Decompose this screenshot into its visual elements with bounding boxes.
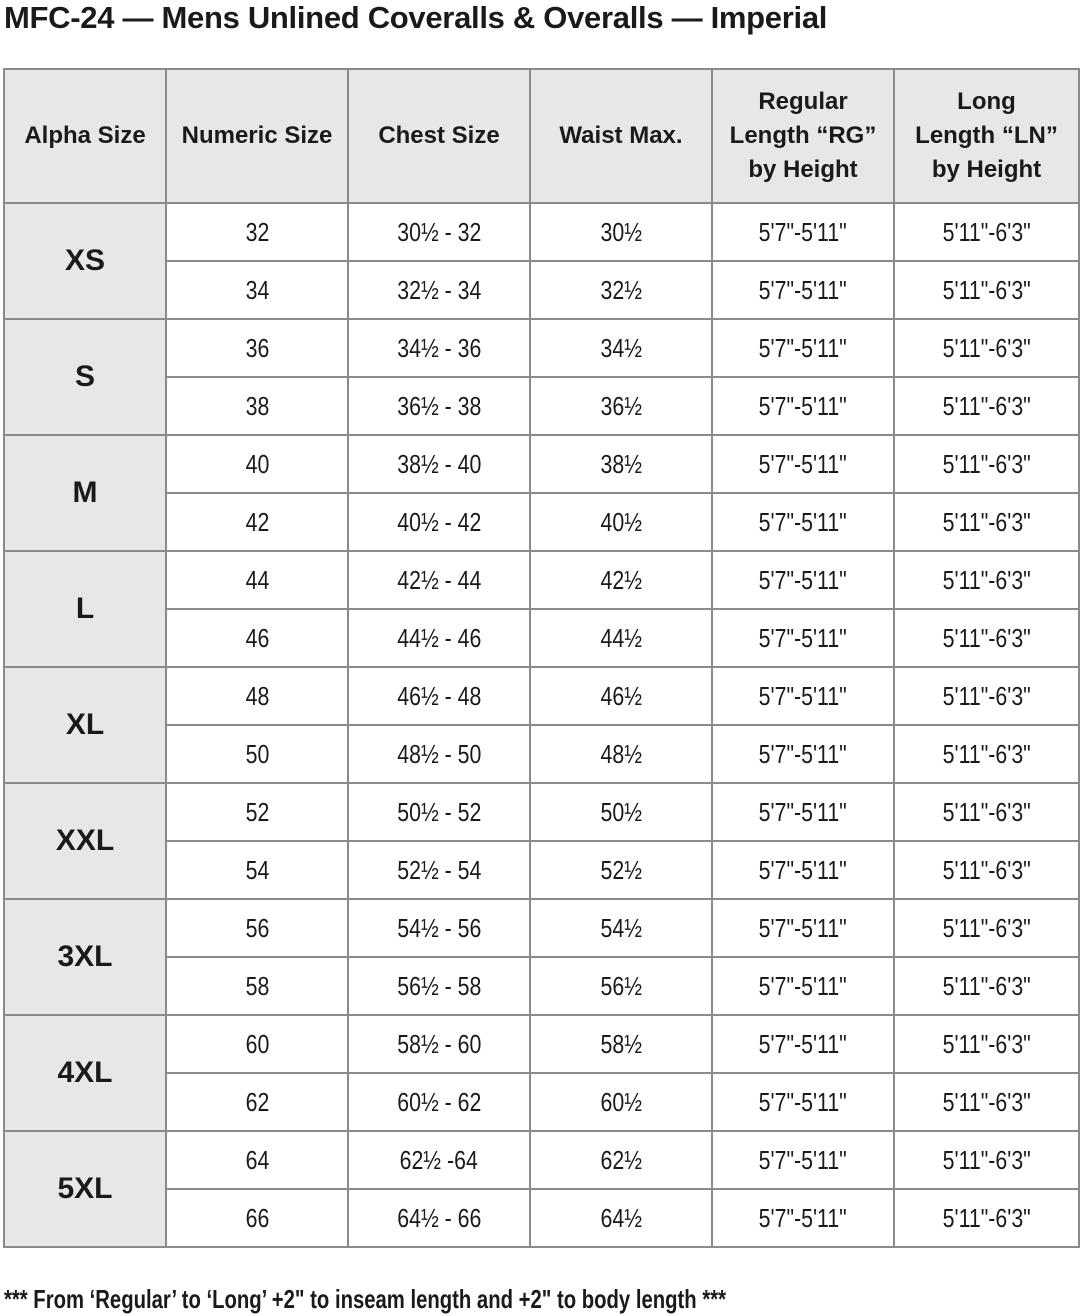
waist-max-cell-text: 60½: [600, 1086, 642, 1117]
regular-length-cell: [712, 783, 894, 841]
waist-max-cell: [530, 493, 712, 551]
regular-length-cell-text: 5'7"-5'11": [758, 1144, 848, 1175]
waist-max-cell-text: 48½: [600, 738, 642, 769]
waist-max-cell: [530, 899, 712, 957]
size-table-body: [4, 203, 1079, 1247]
waist-max-cell-text: 30½: [600, 216, 642, 247]
chest-size-cell: [348, 667, 530, 725]
table-row: [4, 551, 1079, 609]
waist-max-cell-text: 40½: [600, 506, 642, 537]
numeric-size-cell: [166, 319, 348, 377]
chest-size-cell: [348, 1131, 530, 1189]
table-row: [4, 435, 1079, 493]
table-row: [4, 899, 1079, 957]
waist-max-cell-text: 46½: [600, 680, 642, 711]
long-length-cell: [894, 377, 1079, 435]
chest-size-cell-text: 46½ - 48: [396, 680, 482, 711]
alpha-size-cell: 5XL: [4, 1131, 166, 1247]
header-regular-line-1: Regular: [758, 88, 848, 115]
regular-length-cell-text: 5'7"-5'11": [758, 332, 848, 363]
regular-length-cell: [712, 1189, 894, 1247]
chest-size-cell: [348, 493, 530, 551]
regular-length-cell: [712, 725, 894, 783]
chest-size-cell-text: 52½ - 54: [396, 854, 482, 885]
long-length-cell: [894, 493, 1079, 551]
long-length-cell-text: 5'11"-6'3": [942, 1028, 1031, 1059]
long-length-cell-text: 5'11"-6'3": [942, 274, 1031, 305]
waist-max-cell: [530, 957, 712, 1015]
numeric-size-cell: [166, 725, 348, 783]
table-row: [4, 203, 1079, 261]
long-length-cell: [894, 667, 1079, 725]
size-chart-table: [3, 68, 1080, 1248]
regular-length-cell-text: 5'7"-5'11": [758, 448, 848, 479]
chest-size-cell-text: 56½ - 58: [396, 970, 482, 1001]
long-length-cell: [894, 203, 1079, 261]
chest-size-cell: [348, 261, 530, 319]
header-waist-max: Waist Max.: [530, 69, 712, 203]
alpha-size-cell: L: [4, 551, 166, 667]
numeric-size-cell: [166, 435, 348, 493]
chest-size-cell: [348, 841, 530, 899]
waist-max-cell-text: 62½: [600, 1144, 642, 1175]
chest-size-cell-text: 60½ - 62: [396, 1086, 482, 1117]
long-length-cell-text: 5'11"-6'3": [942, 970, 1031, 1001]
chest-size-cell: [348, 725, 530, 783]
table-row: [4, 319, 1079, 377]
numeric-size-cell-text: 42: [245, 506, 269, 537]
chest-size-cell-text: 64½ - 66: [396, 1202, 482, 1233]
numeric-size-cell: [166, 957, 348, 1015]
chest-size-cell: [348, 957, 530, 1015]
header-long-line-3: by Height: [931, 156, 1042, 183]
regular-length-cell-text: 5'7"-5'11": [758, 506, 848, 537]
alpha-size-cell: M: [4, 435, 166, 551]
long-length-cell: [894, 783, 1079, 841]
waist-max-cell: [530, 551, 712, 609]
numeric-size-cell-text: 40: [245, 448, 269, 479]
regular-length-cell: [712, 377, 894, 435]
regular-length-cell-text: 5'7"-5'11": [758, 738, 848, 769]
numeric-size-cell: [166, 1131, 348, 1189]
waist-max-cell-text: 44½: [600, 622, 642, 653]
waist-max-cell-text: 58½: [600, 1028, 642, 1059]
alpha-size-cell: XXL: [4, 783, 166, 899]
waist-max-cell: [530, 725, 712, 783]
chest-size-cell: [348, 203, 530, 261]
chest-size-cell-text: 50½ - 52: [396, 796, 482, 827]
numeric-size-cell-text: 32: [245, 216, 269, 247]
regular-length-cell-text: 5'7"-5'11": [758, 274, 848, 305]
table-row: [4, 667, 1079, 725]
numeric-size-cell: [166, 899, 348, 957]
table-row: [4, 1015, 1079, 1073]
chest-size-cell: [348, 377, 530, 435]
chest-size-cell: [348, 319, 530, 377]
alpha-size-cell: XS: [4, 203, 166, 319]
table-row: [4, 1073, 1079, 1131]
chest-size-cell-text: 58½ - 60: [396, 1028, 482, 1059]
waist-max-cell-text: 42½: [600, 564, 642, 595]
table-row: [4, 841, 1079, 899]
numeric-size-cell-text: 50: [245, 738, 269, 769]
long-length-cell-text: 5'11"-6'3": [942, 796, 1031, 827]
page-title: MFC-24 — Mens Unlined Coveralls & Overalls — Imperial: [4, 0, 828, 35]
numeric-size-cell-text: 46: [245, 622, 269, 653]
alpha-size-cell: S: [4, 319, 166, 435]
waist-max-cell: [530, 609, 712, 667]
waist-max-cell: [530, 203, 712, 261]
numeric-size-cell-text: 36: [245, 332, 269, 363]
long-length-cell-text: 5'11"-6'3": [942, 216, 1031, 247]
regular-length-cell: [712, 435, 894, 493]
long-length-cell: [894, 725, 1079, 783]
numeric-size-cell: [166, 377, 348, 435]
long-length-cell-text: 5'11"-6'3": [942, 680, 1031, 711]
long-length-cell-text: 5'11"-6'3": [942, 1086, 1031, 1117]
long-length-cell-text: 5'11"-6'3": [942, 390, 1031, 421]
header-regular-line-3: by Height: [748, 156, 858, 183]
regular-length-cell: [712, 319, 894, 377]
numeric-size-cell: [166, 841, 348, 899]
waist-max-cell-text: 54½: [600, 912, 642, 943]
regular-length-cell-text: 5'7"-5'11": [758, 912, 848, 943]
numeric-size-cell-text: 34: [245, 274, 269, 305]
numeric-size-cell: [166, 203, 348, 261]
long-length-cell: [894, 1131, 1079, 1189]
waist-max-cell: [530, 435, 712, 493]
chest-size-cell-text: 30½ - 32: [396, 216, 482, 247]
chest-size-cell-text: 32½ - 34: [396, 274, 482, 305]
long-length-cell: [894, 841, 1079, 899]
regular-length-cell-text: 5'7"-5'11": [758, 854, 848, 885]
waist-max-cell: [530, 1131, 712, 1189]
header-numeric-size: Numeric Size: [166, 69, 348, 203]
waist-max-cell: [530, 261, 712, 319]
regular-length-cell-text: 5'7"-5'11": [758, 796, 848, 827]
waist-max-cell-text: 64½: [600, 1202, 642, 1233]
numeric-size-cell: [166, 1015, 348, 1073]
regular-length-cell: [712, 493, 894, 551]
regular-length-cell: [712, 899, 894, 957]
regular-length-cell-text: 5'7"-5'11": [758, 1202, 848, 1233]
header-chest-size: Chest Size: [348, 69, 530, 203]
chest-size-cell-text: 44½ - 46: [396, 622, 482, 653]
numeric-size-cell-text: 52: [245, 796, 269, 827]
header-row: [4, 69, 1079, 203]
regular-length-cell: [712, 1015, 894, 1073]
waist-max-cell: [530, 319, 712, 377]
waist-max-cell-text: 38½: [600, 448, 642, 479]
numeric-size-cell-text: 38: [245, 390, 269, 421]
numeric-size-cell-text: 56: [245, 912, 269, 943]
waist-max-cell: [530, 1073, 712, 1131]
chest-size-cell-text: 62½ -64: [399, 1144, 479, 1175]
long-length-cell: [894, 1015, 1079, 1073]
waist-max-cell-text: 36½: [600, 390, 642, 421]
long-length-cell: [894, 899, 1079, 957]
long-length-cell: [894, 1189, 1079, 1247]
long-length-cell-text: 5'11"-6'3": [942, 564, 1031, 595]
table-row: [4, 261, 1079, 319]
regular-length-cell: [712, 203, 894, 261]
long-length-cell-text: 5'11"-6'3": [942, 448, 1031, 479]
long-length-cell: [894, 609, 1079, 667]
regular-length-cell: [712, 667, 894, 725]
numeric-size-cell-text: 58: [245, 970, 269, 1001]
chest-size-cell-text: 38½ - 40: [396, 448, 482, 479]
numeric-size-cell: [166, 783, 348, 841]
long-length-cell-text: 5'11"-6'3": [942, 738, 1031, 769]
regular-length-cell-text: 5'7"-5'11": [758, 970, 848, 1001]
numeric-size-cell: [166, 609, 348, 667]
numeric-size-cell-text: 44: [245, 564, 269, 595]
table-row: [4, 609, 1079, 667]
numeric-size-cell: [166, 493, 348, 551]
waist-max-cell: [530, 377, 712, 435]
numeric-size-cell: [166, 261, 348, 319]
long-length-cell-text: 5'11"-6'3": [942, 1144, 1031, 1175]
chest-size-cell-text: 42½ - 44: [396, 564, 482, 595]
alpha-size-cell: 4XL: [4, 1015, 166, 1131]
header-long-line-2: Length “LN”: [915, 122, 1058, 149]
waist-max-cell: [530, 1189, 712, 1247]
header-alpha-size: Alpha Size: [4, 69, 166, 203]
chest-size-cell: [348, 435, 530, 493]
long-length-cell: [894, 1073, 1079, 1131]
regular-length-cell: [712, 841, 894, 899]
chest-size-cell: [348, 783, 530, 841]
numeric-size-cell: [166, 667, 348, 725]
regular-length-cell: [712, 957, 894, 1015]
footnote: *** From ‘Regular’ to ‘Long’ +2" to inseam length and +2" to body length ***: [4, 1284, 726, 1314]
chest-size-cell: [348, 1015, 530, 1073]
long-length-cell-text: 5'11"-6'3": [942, 1202, 1031, 1233]
numeric-size-cell-text: 66: [245, 1202, 269, 1233]
long-length-cell: [894, 319, 1079, 377]
numeric-size-cell-text: 48: [245, 680, 269, 711]
numeric-size-cell-text: 60: [245, 1028, 269, 1059]
numeric-size-cell: [166, 1073, 348, 1131]
numeric-size-cell-text: 64: [245, 1144, 269, 1175]
table-row: [4, 377, 1079, 435]
waist-max-cell-text: 50½: [600, 796, 642, 827]
regular-length-cell-text: 5'7"-5'11": [758, 680, 848, 711]
long-length-cell-text: 5'11"-6'3": [942, 912, 1031, 943]
long-length-cell-text: 5'11"-6'3": [942, 854, 1031, 885]
waist-max-cell: [530, 783, 712, 841]
regular-length-cell: [712, 1131, 894, 1189]
header-regular-length: [712, 69, 894, 203]
alpha-size-cell: 3XL: [4, 899, 166, 1015]
chest-size-cell-text: 34½ - 36: [396, 332, 482, 363]
long-length-cell-text: 5'11"-6'3": [942, 506, 1031, 537]
long-length-cell-text: 5'11"-6'3": [942, 622, 1031, 653]
header-long-line-1: Long: [957, 88, 1016, 115]
header-long-length: [894, 69, 1079, 203]
long-length-cell: [894, 261, 1079, 319]
chest-size-cell: [348, 609, 530, 667]
regular-length-cell-text: 5'7"-5'11": [758, 1086, 848, 1117]
regular-length-cell-text: 5'7"-5'11": [758, 1028, 848, 1059]
waist-max-cell-text: 56½: [600, 970, 642, 1001]
table-row: [4, 1131, 1079, 1189]
regular-length-cell: [712, 261, 894, 319]
regular-length-cell: [712, 609, 894, 667]
waist-max-cell: [530, 1015, 712, 1073]
waist-max-cell: [530, 667, 712, 725]
table-row: [4, 1189, 1079, 1247]
chest-size-cell: [348, 1189, 530, 1247]
numeric-size-cell-text: 62: [245, 1086, 269, 1117]
numeric-size-cell-text: 54: [245, 854, 269, 885]
long-length-cell: [894, 957, 1079, 1015]
alpha-size-cell: XL: [4, 667, 166, 783]
waist-max-cell-text: 34½: [600, 332, 642, 363]
waist-max-cell-text: 32½: [600, 274, 642, 305]
waist-max-cell-text: 52½: [600, 854, 642, 885]
table-row: [4, 783, 1079, 841]
regular-length-cell-text: 5'7"-5'11": [758, 622, 848, 653]
table-row: [4, 957, 1079, 1015]
regular-length-cell-text: 5'7"-5'11": [758, 216, 848, 247]
numeric-size-cell: [166, 551, 348, 609]
regular-length-cell-text: 5'7"-5'11": [758, 390, 848, 421]
waist-max-cell: [530, 841, 712, 899]
regular-length-cell: [712, 551, 894, 609]
table-row: [4, 725, 1079, 783]
chest-size-cell: [348, 551, 530, 609]
header-regular-line-2: Length “RG”: [729, 122, 877, 149]
chest-size-cell: [348, 899, 530, 957]
numeric-size-cell: [166, 1189, 348, 1247]
regular-length-cell-text: 5'7"-5'11": [758, 564, 848, 595]
long-length-cell: [894, 551, 1079, 609]
table-row: [4, 493, 1079, 551]
chest-size-cell-text: 40½ - 42: [396, 506, 482, 537]
chest-size-cell-text: 36½ - 38: [396, 390, 482, 421]
long-length-cell-text: 5'11"-6'3": [942, 332, 1031, 363]
chest-size-cell-text: 54½ - 56: [396, 912, 482, 943]
regular-length-cell: [712, 1073, 894, 1131]
chest-size-cell-text: 48½ - 50: [396, 738, 482, 769]
long-length-cell: [894, 435, 1079, 493]
chest-size-cell: [348, 1073, 530, 1131]
